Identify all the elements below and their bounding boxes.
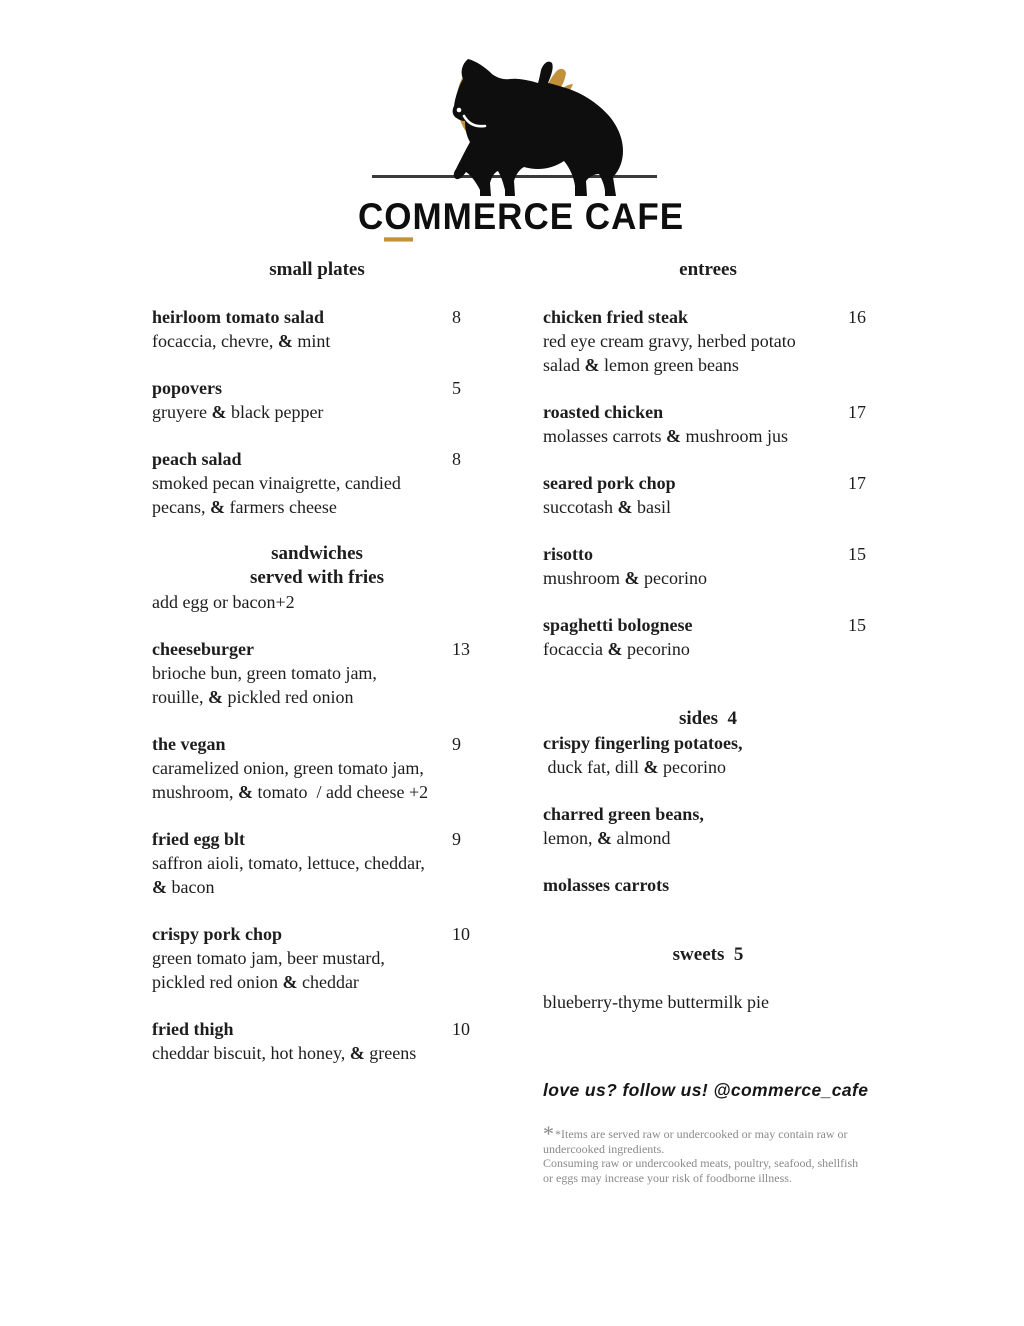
item-desc: rouille, & pickled red onion (152, 687, 354, 707)
wordmark: COMMERCE CAFE (358, 196, 668, 238)
menu-item (543, 613, 873, 661)
menu-column-sections-0 (152, 258, 482, 1065)
menu-item (152, 1017, 482, 1065)
section-heading: small plates (269, 259, 365, 280)
item-desc: green tomato jam, beer mustard, (152, 948, 385, 968)
item-name: roasted chicken 17 (543, 402, 866, 422)
menu-section (543, 707, 873, 897)
item-price: 9 (452, 734, 461, 754)
section-heading: sides 4 (678, 708, 738, 729)
item-price: 17 (848, 473, 866, 493)
item-desc: pickled red onion & cheddar (152, 972, 359, 992)
menu-column-left (152, 258, 482, 1185)
menu-item (152, 305, 482, 353)
item-price: 10 (452, 1019, 470, 1039)
menu-item (543, 400, 873, 448)
item-desc: brioche bun, green tomato jam, (152, 663, 377, 683)
item-name: the vegan 9 (152, 734, 461, 754)
item-desc: mushroom, & tomato / add cheese +2 (152, 782, 429, 802)
item-name: peach salad 8 (152, 449, 461, 469)
menu-item (543, 990, 873, 1014)
item-name: seared pork chop 17 (543, 473, 866, 493)
item-name: fried egg blt 9 (152, 829, 461, 849)
section-heading: entrees (679, 259, 737, 280)
menu-section (152, 542, 482, 1065)
item-desc: succotash & basil (543, 497, 671, 517)
item-desc: & bacon (152, 877, 215, 897)
item-desc: blueberry-thyme buttermilk pie (543, 992, 769, 1012)
item-name: molasses carrots (543, 875, 670, 895)
item-price: 8 (452, 449, 461, 469)
item-desc: smoked pecan vinaigrette, candied (152, 473, 401, 493)
disclaimer-line: or eggs may increase your risk of foodborne illness. (543, 1170, 792, 1185)
item-desc: pecans, & farmers cheese (152, 497, 337, 517)
menu-item (543, 305, 873, 377)
menu-item (152, 827, 482, 899)
menu-item (152, 376, 482, 424)
menu-item (543, 802, 873, 850)
wordmark-o-accent: O (384, 196, 412, 242)
menu-item (152, 637, 482, 709)
item-name: cheeseburger 13 (152, 639, 470, 659)
item-name: risotto 15 (543, 544, 866, 564)
item-desc: focaccia, chevre, & mint (152, 331, 331, 351)
item-desc: lemon, & almond (543, 828, 671, 848)
menu-item (152, 447, 482, 519)
menu-section (152, 258, 482, 519)
logo-header (0, 0, 1024, 258)
item-desc: gruyere & black pepper (152, 402, 324, 422)
menu-section (543, 943, 873, 1014)
menu (0, 258, 1024, 1185)
disclaimer-line: Consuming raw or undercooked meats, poultry, seafood, shellfish (543, 1156, 859, 1170)
item-price: 10 (452, 924, 470, 944)
menu-item (543, 873, 873, 897)
menu-item (543, 731, 873, 779)
item-desc: saffron aioli, tomato, lettuce, cheddar, (152, 853, 425, 873)
item-desc: focaccia & pecorino (543, 639, 690, 659)
menu-item (152, 732, 482, 804)
item-name: fried thigh 10 (152, 1019, 470, 1039)
item-name: spaghetti bolognese 15 (543, 615, 866, 635)
menu-column-right (543, 258, 873, 1185)
item-desc: red eye cream gravy, herbed potato (543, 331, 796, 351)
item-desc: mushroom & pecorino (543, 568, 707, 588)
item-desc: duck fat, dill & pecorino (543, 757, 726, 777)
menu-item (152, 922, 482, 994)
disclaimer (543, 1121, 873, 1185)
item-name: chicken fried steak 16 (543, 307, 866, 327)
menu-column-sections-1 (543, 258, 873, 1014)
item-name: crispy fingerling potatoes, (543, 733, 743, 753)
item-name: crispy pork chop 10 (152, 924, 470, 944)
section-heading: sweets 5 (672, 944, 744, 965)
menu-section (543, 258, 873, 661)
item-price: 8 (452, 307, 461, 327)
item-price: 9 (452, 829, 461, 849)
item-price: 16 (848, 307, 866, 327)
asterisk-icon: * (543, 1121, 554, 1146)
item-desc: caramelized onion, green tomato jam, (152, 758, 424, 778)
item-price: 13 (452, 639, 470, 659)
disclaimer-line: undercooked ingredients. (543, 1141, 665, 1156)
item-price: 15 (848, 615, 866, 635)
social-line: love us? follow us! @commerce_cafe (543, 1080, 869, 1100)
disclaimer-line: *Items are served raw or undercooked or may contain raw or (555, 1127, 848, 1141)
item-price: 17 (848, 402, 866, 422)
item-name: popovers 5 (152, 378, 461, 398)
item-name: heirloom tomato salad 8 (152, 307, 461, 327)
menu-item (543, 471, 873, 519)
item-name: charred green beans, (543, 804, 704, 824)
section-note: add egg or bacon+2 (152, 592, 295, 612)
menu-item (543, 542, 873, 590)
section-heading: sandwiches (271, 543, 363, 564)
item-desc: cheddar biscuit, hot honey, & greens (152, 1043, 417, 1063)
item-desc: molasses carrots & mushroom jus (543, 426, 788, 446)
section-subheading: served with fries (249, 567, 385, 588)
item-price: 5 (452, 378, 461, 398)
item-price: 15 (848, 544, 866, 564)
winged-pig-icon (452, 56, 630, 198)
item-desc: salad & lemon green beans (543, 355, 739, 375)
